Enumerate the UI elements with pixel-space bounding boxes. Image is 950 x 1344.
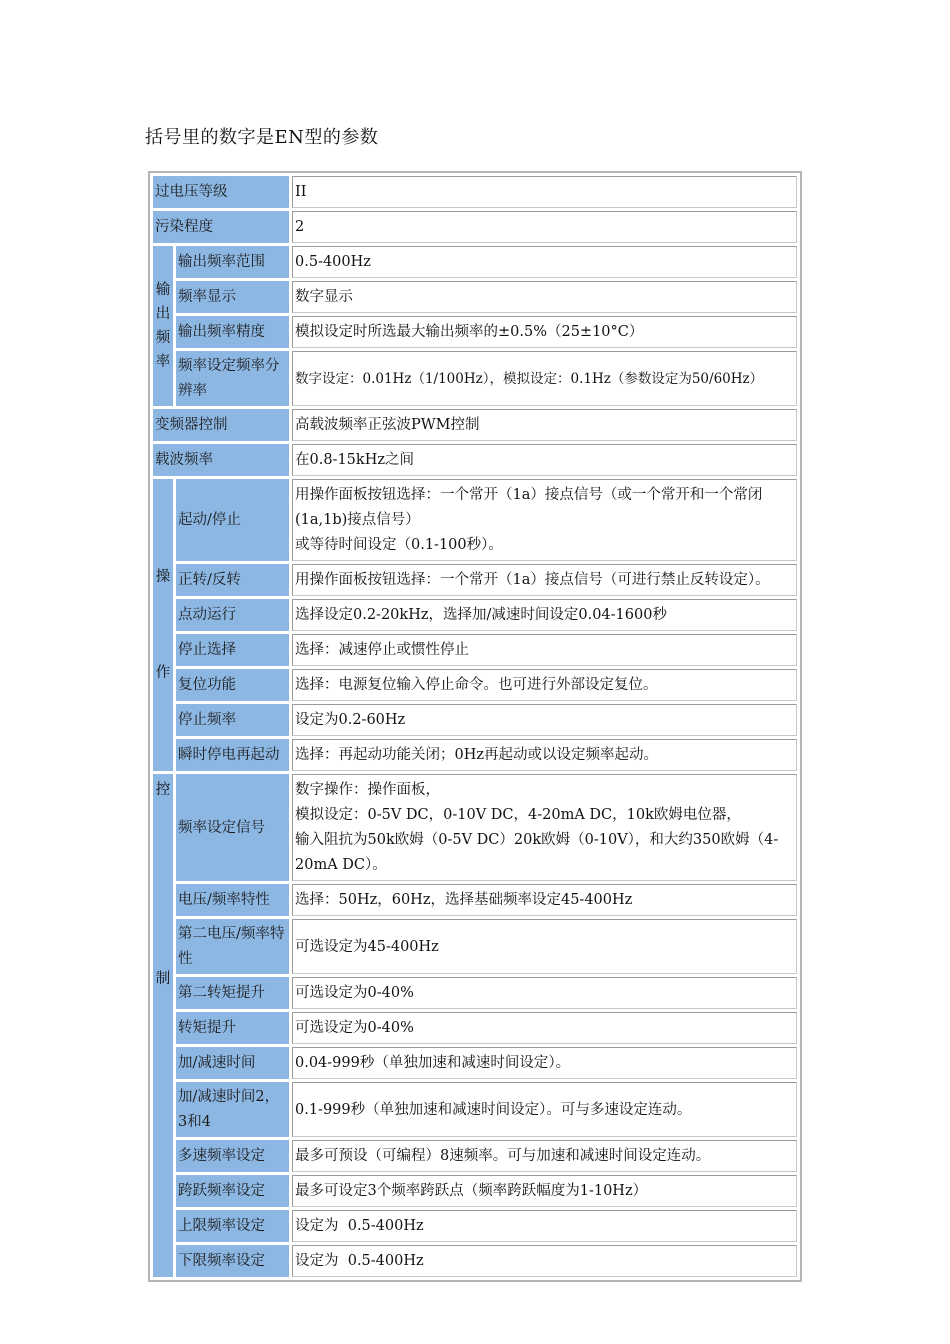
row-value-vf-char: 选择：50Hz，60Hz，选择基础频率设定45-400Hz [292, 884, 797, 916]
group-char: 制 [155, 971, 171, 987]
row-value-skip-freq: 最多可设定3个频率跨跃点（频率跨跃幅度为1-10Hz） [292, 1175, 797, 1207]
table-row [153, 479, 797, 561]
value-line: 模拟设定：0-5V DC，0-10V DC，4-20mA DC，10k欧姆电位器， [295, 807, 741, 823]
row-value-jog: 选择设定0.2-20kHz，选择加/减速时间设定0.04-1600秒 [292, 599, 797, 631]
row-value-restart: 选择：再起动功能关闭；0Hz再起动或以设定频率起动。 [292, 739, 797, 771]
table-row [153, 704, 797, 736]
row-value-stop-select: 选择：减速停止或惯性停止 [292, 634, 797, 666]
row-label-lower-limit: 下限频率设定 [176, 1245, 289, 1277]
row-value-pollution: 2 [292, 211, 797, 243]
row-value-fwd-rev: 用操作面板按钮选择：一个常开（1a）接点信号（可进行禁止反转设定）。 [292, 564, 797, 596]
table-row [153, 669, 797, 701]
table-row [153, 409, 797, 441]
table-row [153, 1012, 797, 1044]
table-row [153, 1175, 797, 1207]
row-value-freq-display: 数字显示 [292, 281, 797, 313]
row-label-restart: 瞬时停电再起动 [176, 739, 289, 771]
row-value-accel-decel: 0.04-999秒（单独加速和减速时间设定）。 [292, 1047, 797, 1079]
row-label-overvoltage: 过电压等级 [153, 176, 289, 208]
row-label-vf-char2: 第二电压/频率特性 [176, 919, 289, 974]
row-value-multi-speed: 最多可预设（可编程）8速频率。可与加速和减速时间设定连动。 [292, 1140, 797, 1172]
row-value-stop-freq: 设定为0.2-60Hz [292, 704, 797, 736]
group-char: 操 [155, 569, 171, 585]
row-label-accel-decel: 加/减速时间 [176, 1047, 289, 1079]
table-row [153, 774, 797, 881]
group-char: 频 [155, 330, 171, 346]
group-char: 输 [155, 282, 171, 298]
table-row [153, 211, 797, 243]
row-label-start-stop: 起动/停止 [176, 479, 289, 561]
row-value-out-range: 0.5-400Hz [292, 246, 797, 278]
row-label-accel-decel-234: 加/减速时间2，3和4 [176, 1082, 289, 1137]
table-row [153, 246, 797, 278]
table-row [153, 316, 797, 348]
table-row [153, 1140, 797, 1172]
row-label-multi-speed: 多速频率设定 [176, 1140, 289, 1172]
row-label-freq-resolution: 频率设定频率分辨率 [176, 351, 289, 406]
table-row [153, 176, 797, 208]
table-row [153, 884, 797, 916]
row-label-out-range: 输出频率范围 [176, 246, 289, 278]
row-label-torque-boost2: 第二转矩提升 [176, 977, 289, 1009]
row-label-stop-freq: 停止频率 [176, 704, 289, 736]
row-label-jog: 点动运行 [176, 599, 289, 631]
value-line: 数字操作：操作面板， [295, 782, 440, 798]
row-label-freq-signal: 频率设定信号 [176, 774, 289, 881]
row-value-start-stop [292, 479, 797, 561]
table-row [153, 351, 797, 406]
row-value-out-precision: 模拟设定时所选最大输出频率的±0.5%（25±10°C） [292, 316, 797, 348]
row-value-freq-signal [292, 774, 797, 881]
row-label-stop-select: 停止选择 [176, 634, 289, 666]
row-label-reset: 复位功能 [176, 669, 289, 701]
row-label-out-precision: 输出频率精度 [176, 316, 289, 348]
row-value-freq-resolution: 数字设定：0.01Hz（1/100Hz），模拟设定：0.1Hz（参数设定为50/60Hz） [292, 351, 797, 406]
row-value-torque-boost2: 可选设定为0-40% [292, 977, 797, 1009]
row-label-inverter-control: 变频器控制 [153, 409, 289, 441]
row-value-upper-limit: 设定为 0.5-400Hz [292, 1210, 797, 1242]
row-label-freq-display: 频率显示 [176, 281, 289, 313]
row-label-pollution: 污染程度 [153, 211, 289, 243]
group-char: 率 [155, 354, 171, 370]
spec-table [148, 171, 802, 1282]
table-row [153, 444, 797, 476]
group-label-output [153, 246, 173, 406]
row-value-carrier-freq: 在0.8-15kHz之间 [292, 444, 797, 476]
value-line: 或等待时间设定（0.1-100秒）。 [295, 537, 503, 553]
row-label-skip-freq: 跨跃频率设定 [176, 1175, 289, 1207]
table-row [153, 564, 797, 596]
row-label-vf-char: 电压/频率特性 [176, 884, 289, 916]
table-row [153, 281, 797, 313]
row-label-upper-limit: 上限频率设定 [176, 1210, 289, 1242]
row-label-carrier-freq: 载波频率 [153, 444, 289, 476]
row-value-accel-decel-234: 0.1-999秒（单独加速和减速时间设定）。可与多速设定连动。 [292, 1082, 797, 1137]
group-char: 控 [155, 782, 171, 798]
table-row [153, 977, 797, 1009]
table-row [153, 1245, 797, 1277]
table-row [153, 739, 797, 771]
table-row [153, 634, 797, 666]
row-value-overvoltage: II [292, 176, 797, 208]
row-value-lower-limit: 设定为 0.5-400Hz [292, 1245, 797, 1277]
group-label-control [153, 774, 173, 1277]
table-row [153, 599, 797, 631]
table-row [153, 1210, 797, 1242]
table-row [153, 1082, 797, 1137]
table-row [153, 919, 797, 974]
value-line: 输入阻抗为50k欧姆（0-5V DC）20k欧姆（0-10V），和大约350欧姆（4-20mA DC）。 [295, 832, 779, 873]
row-value-inverter-control: 高载波频率正弦波PWM控制 [292, 409, 797, 441]
group-label-operation [153, 479, 173, 771]
table-row [153, 1047, 797, 1079]
page-caption: 括号里的数字是EN型的参数 [145, 127, 379, 148]
value-line: 用操作面板按钮选择：一个常开（1a）接点信号（或一个常开和一个常闭(1a,1b)接点信号） [295, 487, 763, 528]
row-value-torque-boost: 可选设定为0-40% [292, 1012, 797, 1044]
group-char: 出 [155, 306, 171, 322]
group-char: 作 [155, 665, 171, 681]
row-label-fwd-rev: 正转/反转 [176, 564, 289, 596]
row-label-torque-boost: 转矩提升 [176, 1012, 289, 1044]
row-value-vf-char2: 可选设定为45-400Hz [292, 919, 797, 974]
row-value-reset: 选择：电源复位输入停止命令。也可进行外部设定复位。 [292, 669, 797, 701]
